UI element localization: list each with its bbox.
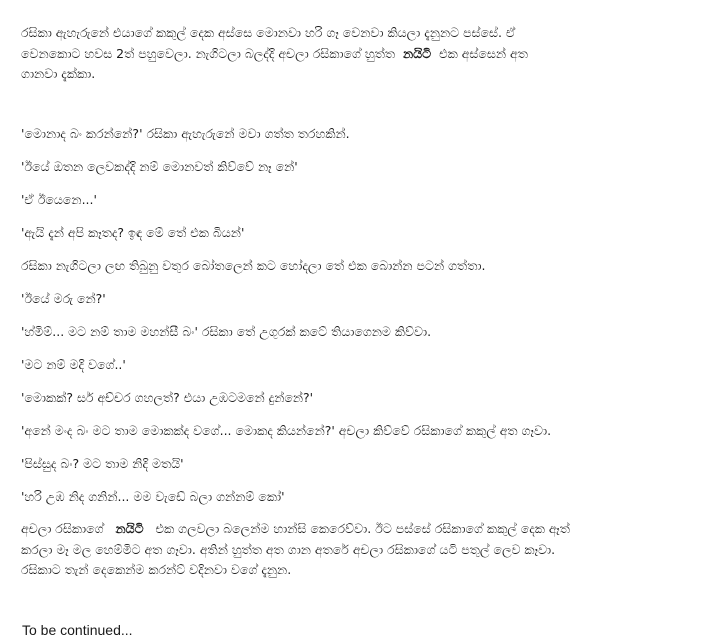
dialogue-line: රසිකා නැගිටලා ලඟ තිබුනු වතුර බෝතලෙන් කට හෝදලා තේ එක බොන්න පටන් ගත්තා. (21, 258, 486, 273)
dialogue-line: 'ඊයේ ඔතන ලෙවකද්දි නම් මොනවත් කිව්වේ නෑ නේ' (21, 159, 298, 174)
dialogue-line: 'පිස්සුද බං? මට තාම නිදි මතයි' (21, 456, 184, 471)
dialogue-line: 'ඇයි දැන් අපි කෑතද? ඉඳ මේ තේ එක බියන්' (21, 225, 245, 240)
intro-line-3: ගානවා දැක්කා. (21, 66, 96, 81)
dialogue-line: 'හ්මිම්... මට නම් තාම මහන්සී බං' රසිකා තේ උගුරක් කටේ තියාගෙනම කිව්වා. (21, 324, 432, 339)
dialogue-line: 'ඊයේ මරු නේ?' (21, 291, 106, 306)
intro-line-2-bold: නයිටි (403, 45, 432, 61)
intro-line-1: රසිකා ඇහැරුනේ එයාගේ කකුල් දෙක අස්සෙ මොනවා හරි ගෑ වෙනවා කියලා දැනුනට පස්සේ. ඒ (21, 25, 516, 40)
closing-line-1-start: අචලා රසිකාගේ (21, 521, 104, 536)
dialogue-line: 'හරි උඹ නිද ගනින්... මම වැඩේ බලා ගන්නම් කෝ' (21, 489, 285, 504)
intro-line-2 (21, 44, 701, 65)
closing-paragraph (21, 519, 701, 581)
dialogue-line: 'මොකක්? සර් අච්චර ගහලත්? එයා උඹටමනේ දුන්නේ?' (21, 390, 314, 405)
to-be-continued: To be continued... (22, 622, 133, 638)
dialogue-line: 'අනේ මංද බං මට තාම මොකක්ද වගේ... මොකද කියන්නේ?' අචලා කිව්වේ රසිකාගේ කකුල් අත ගෑවා. (21, 423, 552, 438)
closing-line-1-bold: නයිටි (115, 521, 144, 536)
closing-line-1 (21, 519, 701, 540)
dialogue-line: 'මට නම් මදි වගේ..' (21, 357, 126, 372)
closing-line-2: කරලා මෑ මල හෙම්මිට අත ගෑවා. අතින් හුත්ත අත ගාන අතරේ අචලා රසිකාගේ යටි පතුල් ලෙව කෑවා. (21, 541, 556, 557)
dialogue-line: 'ඒ ඊයෙනෙ...' (21, 192, 97, 207)
intro-line-2-end: එක අස්සෙන් අත (439, 45, 528, 61)
intro-line-2-start: වෙනකොට හවස 2ත් පහුවෙලා. නැගිටලා බලද්දි අචලා රසිකාගේ හුත්ත (21, 45, 396, 61)
dialogue-line: 'මොනාද බං කරන්නේ?' රසිකා ඇහැරුනේ මවා ගත්ත තරහකින්. (21, 126, 350, 141)
intro-paragraph (21, 23, 701, 85)
closing-line-3: රසිකාට තැන් දෙකෙන්ම කරන්ට් වදිනවා වගේ දැනුන. (21, 562, 292, 577)
closing-line-1-end: එක ගලවලා බලෙන්ම හාන්සි කෙරෙව්වා. ඊට පස්සේ රසිකාගේ කකුල් දෙක ඈත් (155, 521, 570, 536)
